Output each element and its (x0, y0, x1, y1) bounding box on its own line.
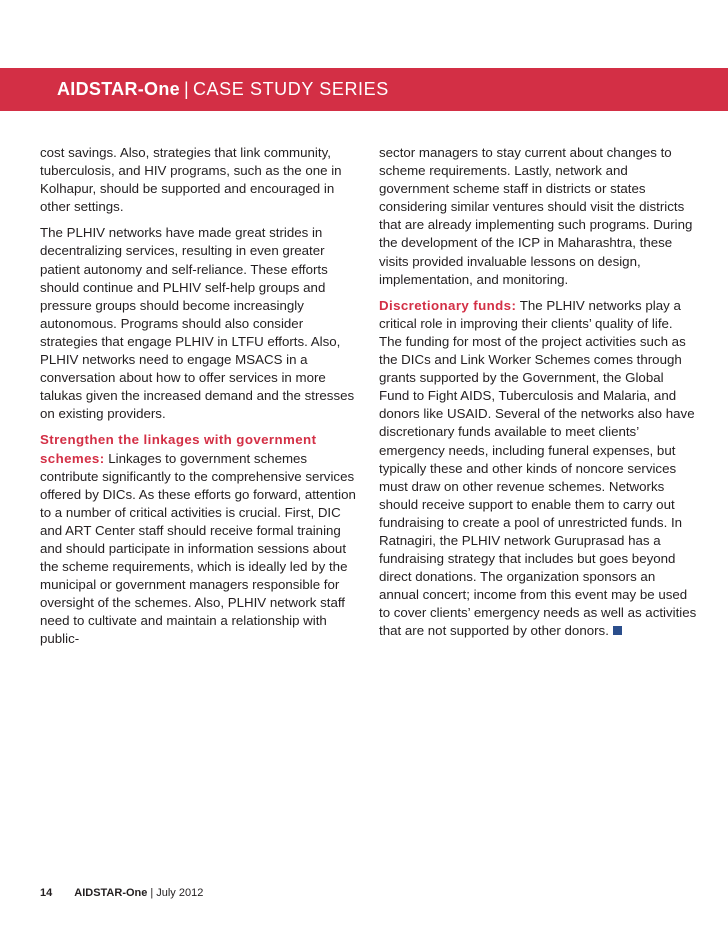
linkages-heading: Strengthen the linkages with government schemes: (40, 432, 317, 466)
left-paragraph-3 (40, 431, 358, 648)
left-paragraph-2: The PLHIV networks have made great strides in decentralizing services, resulting in even greater patient autonomy and self-reliance. These efforts should continue and PLHIV self-help groups and pressure groups should become increasingly autonomous. Programs should also consider strategies that engage PLHIV in LTFU efforts. Also, PLHIV networks need to engage MSACS in a conversation about how to offer services in more talukas given the increased demand and the stresses on existing providers. (40, 225, 355, 422)
footer-separator: | (150, 887, 154, 899)
discretionary-funds-heading: Discretionary funds: (379, 297, 517, 313)
header-title (57, 68, 389, 111)
footer-brand: AIDSTAR-One (74, 887, 148, 899)
header-series: CASE STUDY SERIES (192, 79, 389, 99)
right-paragraph-1: sector managers to stay current about changes to scheme requirements. Lastly, network and government scheme staff in districts or states considering similar ventures should visit the districts that are already implementing such programs. During the development of the ICP in Maharashtra, these visits provided invaluable lessons on design, implementation, and monitoring. (379, 145, 693, 287)
left-column (40, 144, 358, 657)
header-brand: AIDSTAR-One (57, 79, 180, 99)
page-number: 14 (40, 887, 53, 899)
right-paragraph-2 (379, 297, 697, 641)
left-paragraph-1: cost savings. Also, strategies that link community, tuberculosis, and HIV programs, such as the one in Kolhapur, should be supported and encouraged in other settings. (40, 145, 342, 215)
discretionary-funds-body: The PLHIV networks play a critical role in improving their clients’ quality of life. The funding for most of the project activities such as the DICs and Link Worker Schemes comes through grants supported by the Government, the Global Fund to Fight AIDS, Tuberculosis and Malaria, and donors like USAID. Several of the networks also have discretionary funds available to meet clients’ emergency needs, including funeral expenses, but typically these and other kinds of noncore services must draw on other revenue schemes. Networks should receive support to enable them to carry out fundraising to create a pool of unrestricted funds. In Ratnagiri, the PLHIV network Guruprasad has a fundraising strategy that includes but goes beyond direct donations. The organization sponsors an annual concert; income from this event may be used to cover clients’ emergency needs as well as activities that are not supported by other donors. (379, 297, 697, 639)
end-of-article-icon (613, 626, 622, 635)
header-separator: | (183, 79, 189, 99)
linkages-body: Linkages to government schemes contribute significantly to the comprehensive services offered by DICs. As these efforts go forward, attention to a number of critical activities is crucial. First, DIC and ART Center staff should receive formal training and should participate in information sessions about the scheme requirements, which is ideally led by the municipal or government managers responsible for oversight of the schemes. Also, PLHIV network staff need to cultivate and maintain a relationship with public- (40, 450, 356, 647)
right-column (379, 144, 697, 649)
header-banner (0, 68, 728, 111)
page-footer (40, 887, 203, 899)
footer-date: July 2012 (156, 887, 204, 899)
